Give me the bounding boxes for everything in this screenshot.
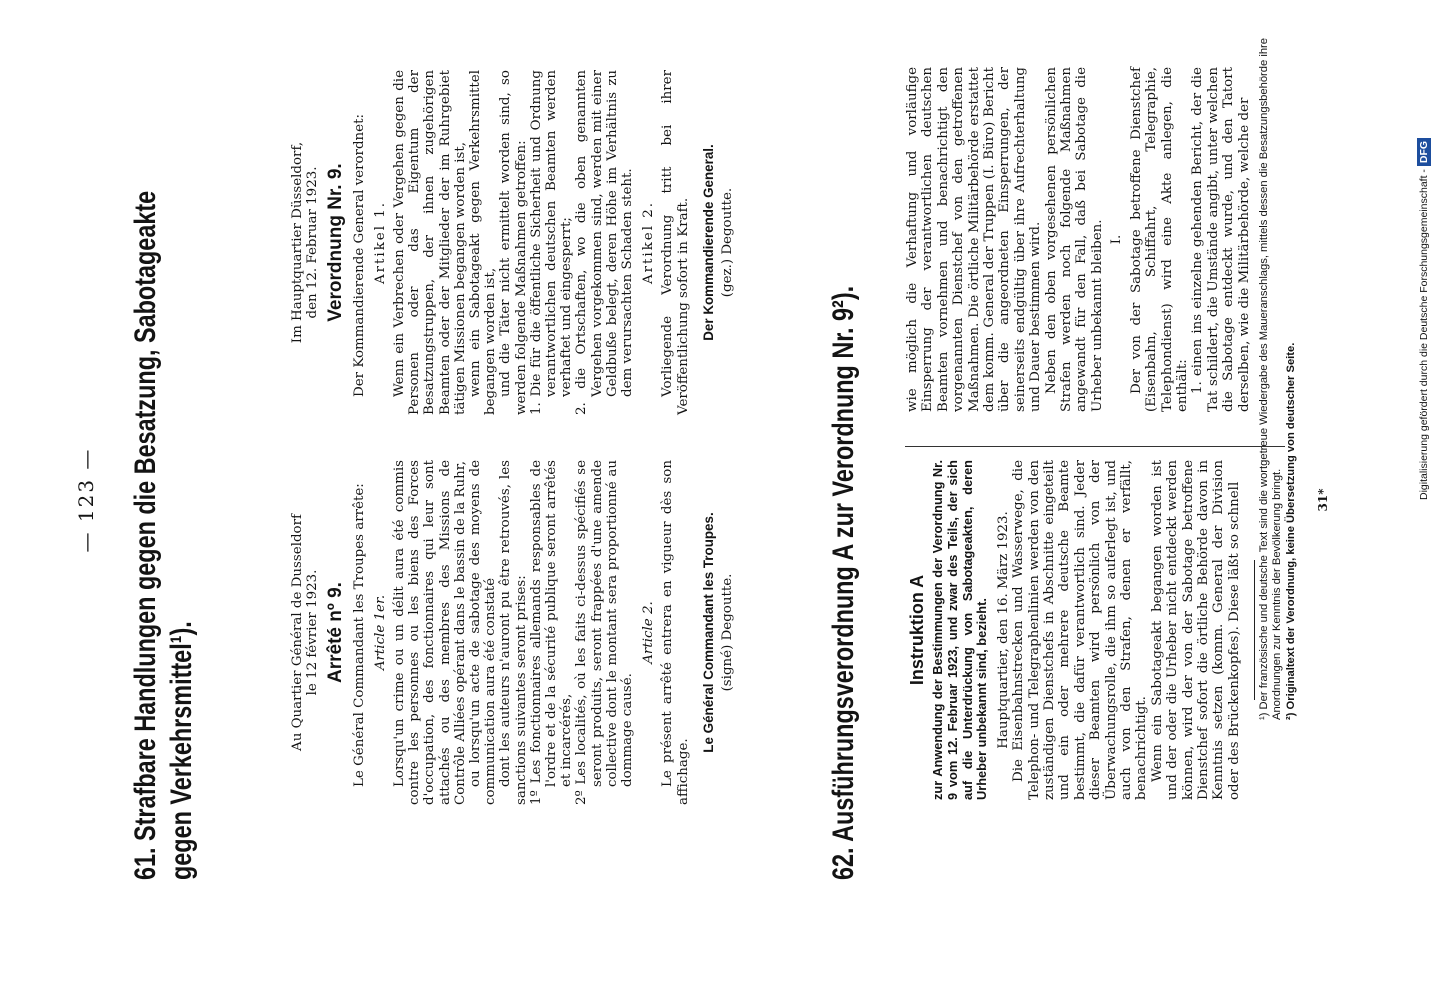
fr-heading: Arrêté nº 9.	[325, 582, 347, 683]
instruction-paragraph-5: Der von der Sabotage betroffene Dienstchef (Eisenbahn, Schiffahrt, Telegraphie, Telephondienst) wird eine Akte anlegen, die enthält:	[1128, 67, 1190, 412]
de-paragraph-1: Wenn ein Verbrechen oder Vergehen gegen die Personen oder das Eigentum der Besatzungstruppen, der ihnen zugehörigen Beamten oder der Mitglieder der im Ruhrgebiet tätigen Missionen begangen worden ist,	[392, 70, 468, 415]
fr-date: le 12 février 1923.	[305, 569, 321, 696]
fr-signature-title: Le Général Commandant les Troupes.	[700, 512, 716, 753]
fr-item-2: 2º Les localités, où les faits ci-dessus spécifiés se seront produits, seront frappées d'une amende collective dont le montant sera proportionné au dommage causé.	[574, 460, 636, 805]
de-date: den 12. Februar 1923.	[305, 166, 321, 319]
de-item-1: 1. Die für die öffentliche Sicherheit und Ordnung verantwortlichen deutschen Beamten werden verhaftet und eingesperrt;	[528, 70, 575, 415]
fr-signature-name	[720, 460, 735, 805]
section-62-left-column	[907, 460, 1242, 800]
de-paragraph-3: und die Täter nicht ermittelt worden sind, so werden folgende Maßnahmen getroffen:	[498, 70, 529, 415]
de-item-2: 2. die Ortschaften, wo die oben genannten Vergehen vorgekommen sind, werden mit einer Geldbuße belegt, deren Höhe im Verhältnis zu dem verursachten Schaden steht.	[574, 70, 636, 415]
roman-numeral: I.	[1109, 234, 1125, 245]
instruction-paragraph-2: Wenn ein Sabotageakt begangen worden ist und der oder die Urheber nicht entdeckt werden können, wird der von der Sabotage betroffene Dienstchef sofort die örtliche Behörde davon in Kenntnis setzen (komm. General der Division oder des Brückenkopfes). Diese läßt so schnell	[1149, 460, 1242, 800]
german-column	[290, 70, 735, 415]
section-61-title: 61. Strafbare Handlungen gegen die Besatzung, Sabotageakte gegen Verkehrsmittel¹).	[129, 190, 198, 880]
de-paragraph-2: wenn ein Sabotageakt gegen Verkehrsmittel begangen worden ist,	[468, 70, 499, 415]
footnote-rule	[1254, 560, 1255, 700]
de-article-1: Artikel 1.	[372, 200, 388, 285]
de-article-2: Artikel 2.	[641, 200, 657, 285]
de-signature-name	[720, 70, 735, 415]
de-signature-text: (gez.) Degoutte.	[720, 187, 736, 298]
fr-article-2: Article 2.	[641, 601, 657, 664]
margin-credit-text	[1414, 0, 1434, 500]
de-heading: Verordnung Nr. 9.	[325, 163, 347, 322]
sheet-mark: 31*	[1316, 488, 1330, 512]
instruction-paragraph-4: Neben den oben vorgesehenen persönlichen Strafen werden noch folgende Maßnahmen angewandt für den Fall, daß bei Sabotage die Urheber unbekannt bleiben.	[1043, 67, 1105, 412]
fr-place: Au Quartier Général de Dusseldorf	[290, 514, 305, 751]
instruction-paragraph-3: wie möglich die Verhaftung und vorläufige Einsperrung der verantwortlichen deutschen Beamten vornehmen und benachrichtigt den vorgenannten Dienstchef von den getroffenen Maßnahmen. Die örtliche Militärbehörde erstattet dem komm. General der Truppen (I. Büro) Bericht über die angeordneten Einsperrungen, der seinerseits endgültig über ihre Aufrechterhaltung und Dauer bestimmen wird.	[905, 67, 1044, 412]
instruction-title: Instruktion A	[907, 574, 927, 686]
fr-paragraph-1: Lorsqu'un crime ou un délit aura été commis contre les personnes ou les biens des Forces d'occupation, des fonctionnaires qui leur sont attachés ou des membres des Missions de Contrôle Alliées opérant dans le bassin de la Ruhr,	[392, 460, 468, 805]
footnote-2: ²) Originaltext der Verordnung, keine Übersetzung von deutscher Seite.	[1284, 342, 1297, 720]
de-paragraph-6: Vorliegende Verordnung tritt bei ihrer Veröffentlichung sofort in Kraft.	[660, 70, 691, 415]
fr-paragraph-3: dont les auteurs n'auront pu être retrouvés, les sanctions suivantes seront prises:	[498, 460, 529, 805]
fr-item-1: 1º Les fonctionnaires allemands responsables de l'ordre et de la sécurité publique seront arrêtés et incarcérés,	[528, 460, 575, 805]
fr-signature-text: (signé) Degoutte.	[720, 573, 736, 692]
footnote-1: ¹) Der französische und deutsche Text sind die wortgetreue Wiedergabe des Maueranschlags, mittels dessen die Besatzungsbehörde ihre Anordnungen zur Kenntnis der Bevölkerung bringt.	[1258, 38, 1284, 720]
de-place: Im Hauptquartier Düsseldorf,	[290, 141, 305, 344]
margin-credit	[1414, 0, 1434, 1000]
footnotes	[1258, 0, 1298, 720]
fr-article-1: Article 1er.	[372, 594, 388, 671]
fr-intro: Le Général Commandant les Troupes arrête:	[351, 483, 367, 787]
margin-note: Digitalisierung gefördert durch die Deutsche Forschungsgemeinschaft -	[1418, 169, 1430, 500]
instruction-paragraph-1: Die Eisenbahnstrecken und Wasserwege, die Telephon- und Telegraphenlinien werden von den zuständigen Dienstchefs in Abschnitte eingeteilt und ein oder mehrere deutsche Beamte bestimmt, die dafür verantwortlich sind. Jeder dieser Beamten wird persönlich von der Überwachungsrolle, die ihm so auferlegt ist, und auch von den Strafen, denen er verfällt, benachrichtigt.	[1011, 460, 1150, 800]
fr-paragraph-2: ou lorsqu'un acte de sabotage des moyens de communication aura été constaté	[468, 460, 499, 805]
de-intro: Der Kommandierende General verordnet:	[351, 114, 367, 397]
instruction-paragraph-6: 1. einen ins einzelne gehenden Bericht, der die Tat schildert, die Umstände angibt, unter welchen die Sabotage entdeckt wurde, und den Tatort derselben, wie die Militärbehörde, welche der	[1190, 67, 1252, 412]
section-62-title: 62. Ausführungsverordnung A zur Verordnung Nr. 9²).	[827, 285, 860, 880]
de-signature-title: Der Kommandierende General.	[700, 144, 716, 341]
page-number: — 123 —	[74, 447, 98, 553]
fr-paragraph-6: Le présent arrêté entrera en vigueur dès son affichage.	[660, 460, 691, 805]
instruction-subtitle: zur Anwendung der Bestimmungen der Verordnung Nr. 9 vom 12. Februar 1923, und zwar des Teils, der sich auf die Unterdrückung von Sabotageakten, deren Urheber unbekannt sind, bezieht.	[930, 460, 990, 800]
dfg-logo: DFG	[1417, 138, 1431, 166]
section-62-right-column	[905, 67, 1252, 412]
french-column	[290, 460, 735, 805]
column-divider	[905, 446, 1285, 447]
instruction-date: Hauptquartier, den 16. März 1923.	[995, 511, 1011, 749]
